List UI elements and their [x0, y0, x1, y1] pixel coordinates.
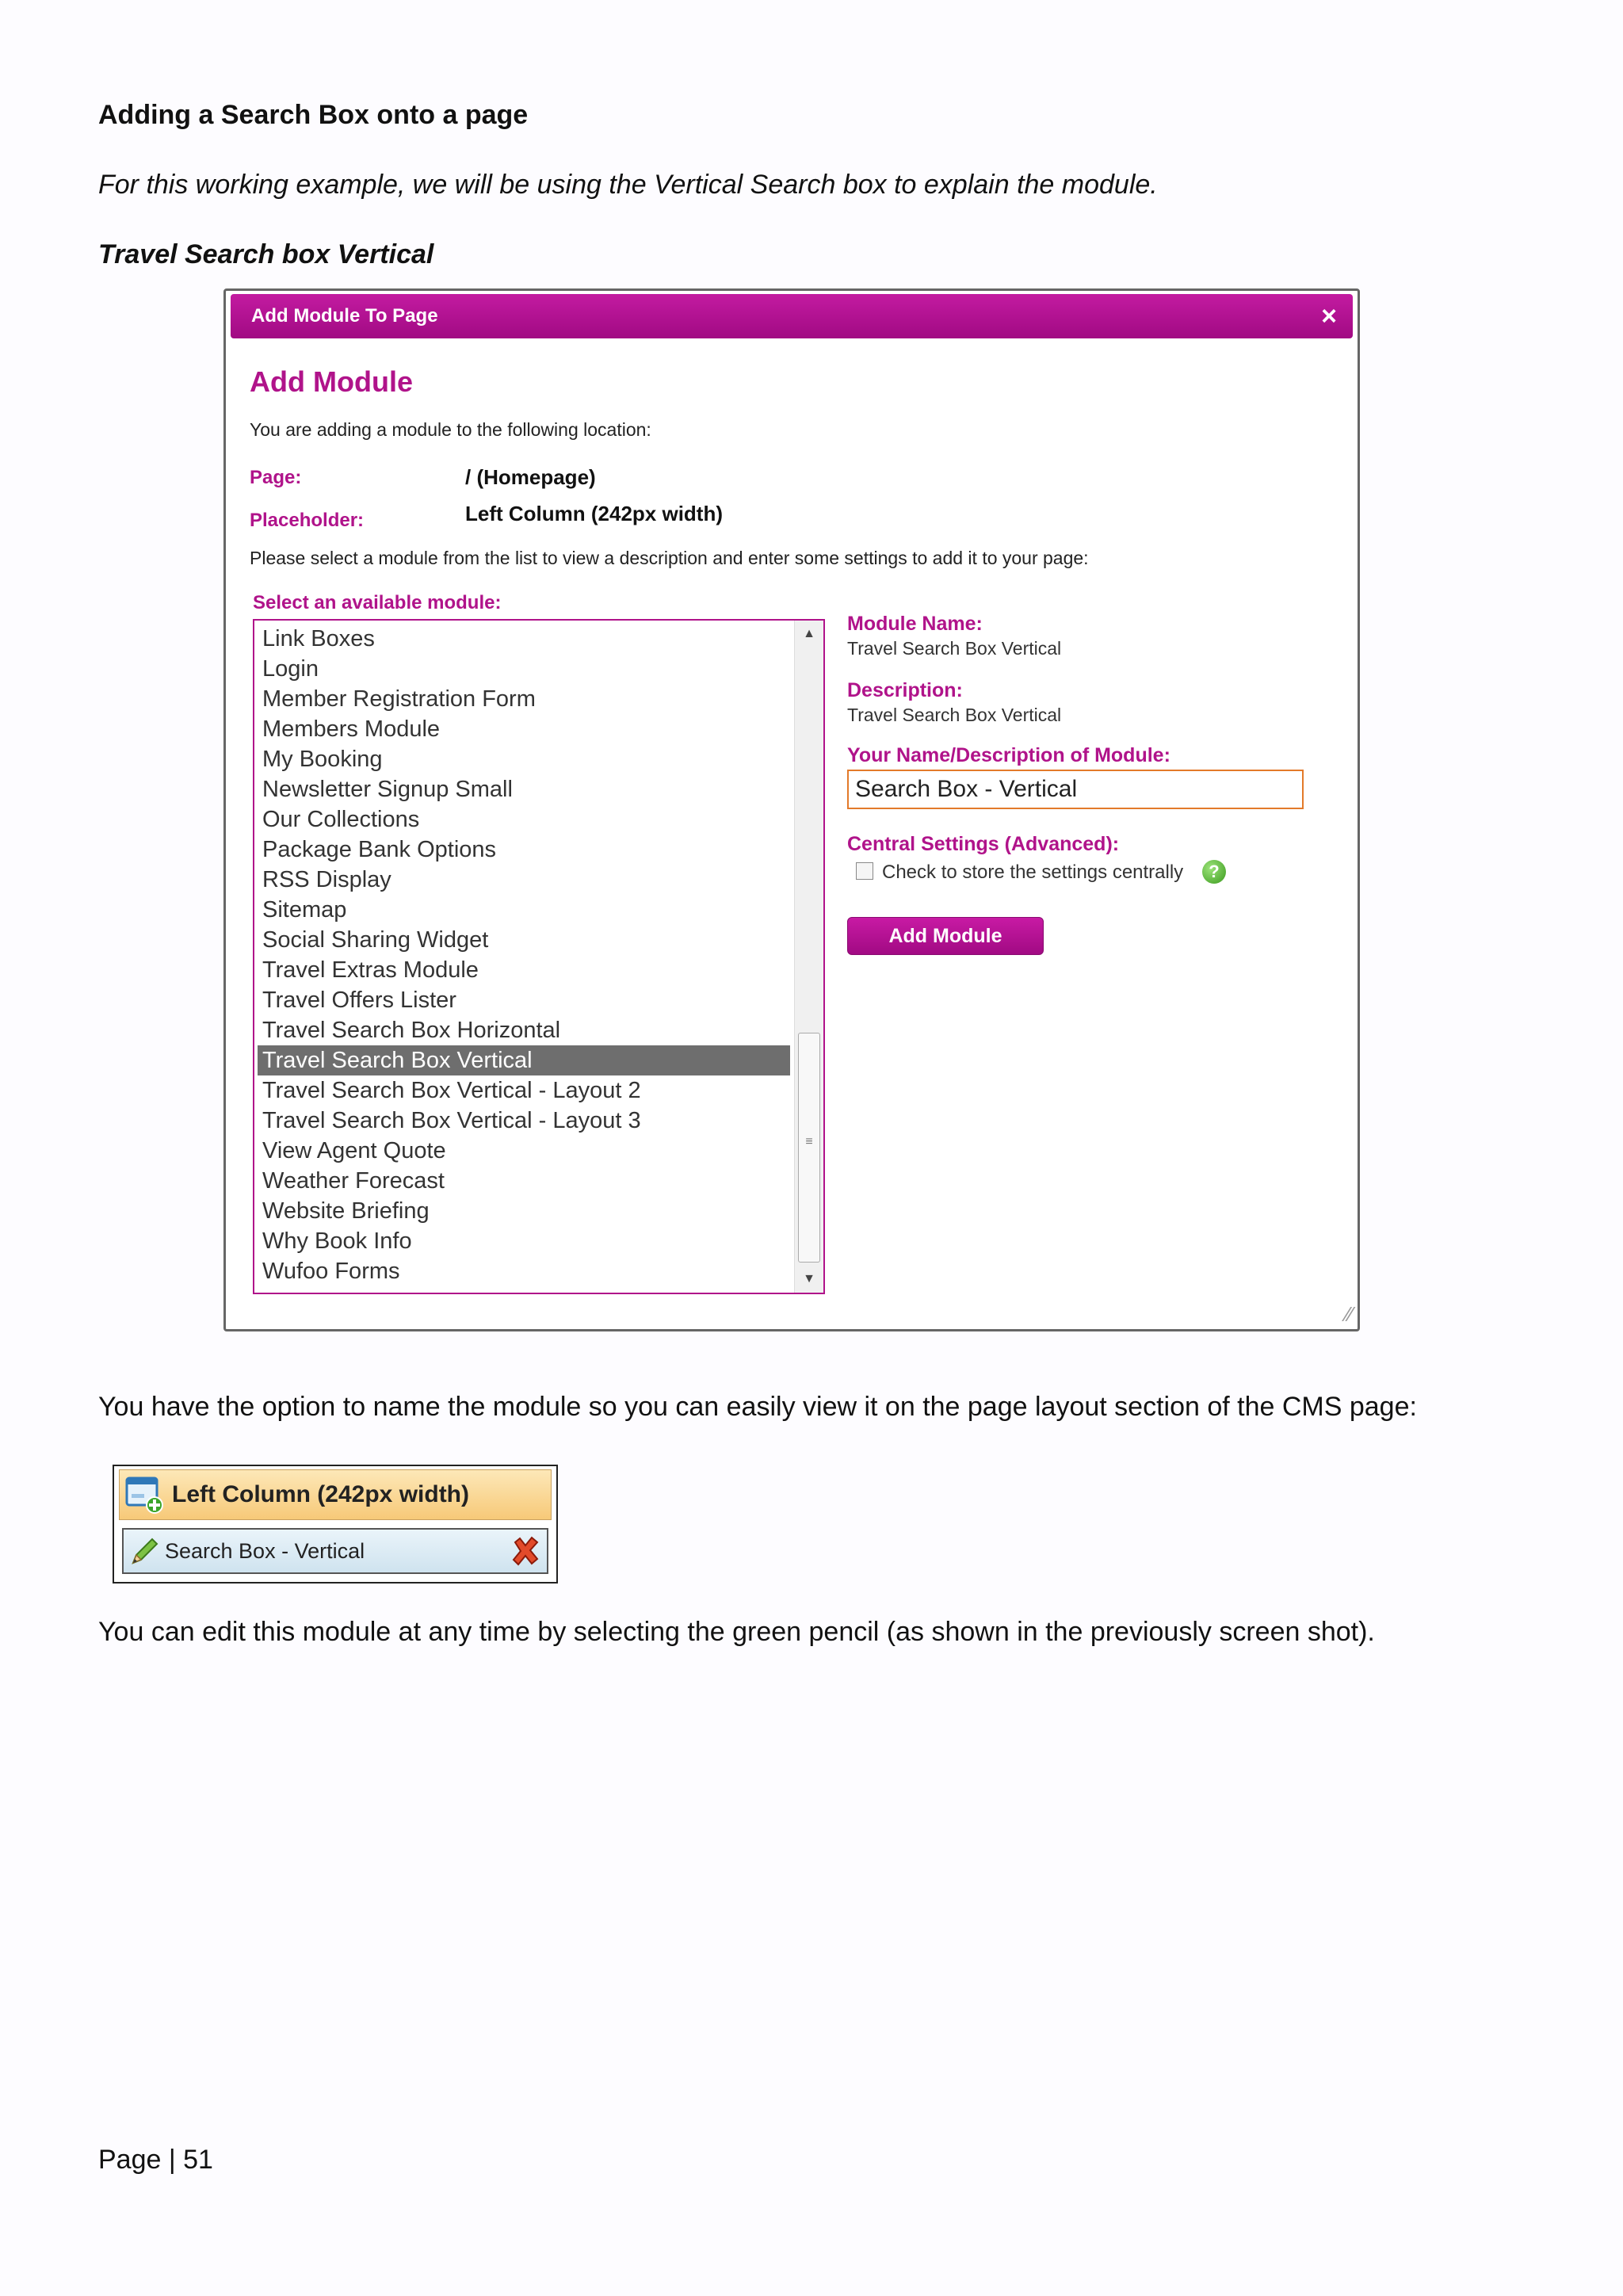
help-icon[interactable]: ?	[1202, 860, 1226, 884]
scroll-down-arrow-icon[interactable]: ▼	[803, 1272, 815, 1286]
module-list-item[interactable]: Travel Search Box Horizontal	[262, 1018, 561, 1043]
module-list-item[interactable]: View Agent Quote	[262, 1138, 446, 1163]
select-module-label: Select an available module:	[253, 592, 502, 613]
module-list-item[interactable]: Member Registration Form	[262, 686, 536, 712]
scroll-thumb[interactable]	[798, 1033, 820, 1263]
add-module-button[interactable]: Add Module	[847, 917, 1044, 955]
module-list-item[interactable]: Link Boxes	[262, 626, 375, 651]
module-list-item[interactable]: Why Book Info	[262, 1228, 412, 1254]
listbox-scrollbar[interactable]	[794, 621, 823, 1293]
description-value: Travel Search Box Vertical	[847, 705, 1062, 725]
close-icon[interactable]: ×	[1321, 301, 1337, 331]
module-list-item[interactable]: My Booking	[262, 747, 383, 772]
module-row-label: Search Box - Vertical	[165, 1539, 365, 1563]
module-list-item[interactable]: Travel Search Box Vertical - Layout 2	[262, 1078, 641, 1103]
module-name-input[interactable]	[847, 770, 1304, 809]
module-name-label: Module Name:	[847, 613, 983, 635]
widget-header-title: Left Column (242px width)	[172, 1481, 469, 1507]
module-list-item[interactable]: Login	[262, 656, 319, 682]
paragraph-name-module: You have the option to name the module so you can easily view it on the page layout section of the CMS page:	[98, 1392, 1417, 1422]
module-list-item[interactable]: Travel Search Box Vertical	[258, 1045, 790, 1075]
subheading: Travel Search box Vertical	[98, 239, 434, 269]
page-value: / (Homepage)	[465, 465, 596, 489]
module-list-item[interactable]: Sitemap	[262, 897, 347, 923]
module-list-item[interactable]: Travel Extras Module	[262, 957, 479, 983]
description-label: Description:	[847, 679, 963, 701]
location-text: You are adding a module to the following location:	[250, 419, 651, 440]
module-list-item[interactable]: Weather Forecast	[262, 1168, 445, 1194]
module-name-value: Travel Search Box Vertical	[847, 638, 1062, 659]
pencil-icon[interactable]	[128, 1536, 160, 1568]
select-instruction: Please select a module from the list to view a description and enter some settings to add it to your page:	[250, 548, 1089, 568]
module-list-item[interactable]: Social Sharing Widget	[262, 927, 489, 953]
widget-header	[119, 1469, 552, 1520]
module-list-item[interactable]: Wufoo Forms	[262, 1259, 400, 1284]
central-settings-text: Check to store the settings centrally	[882, 861, 1184, 883]
central-settings-checkbox[interactable]	[856, 862, 873, 880]
your-name-label: Your Name/Description of Module:	[847, 744, 1170, 766]
add-module-heading: Add Module	[250, 365, 413, 398]
module-list-item[interactable]: Travel Offers Lister	[262, 988, 456, 1013]
module-list-item[interactable]: Members Module	[262, 716, 441, 742]
placeholder-value: Left Column (242px width)	[465, 502, 723, 525]
scroll-up-arrow-icon[interactable]: ▲	[803, 627, 815, 640]
add-module-dialog	[223, 288, 1360, 1331]
dialog-titlebar	[231, 294, 1353, 338]
module-listbox[interactable]	[253, 619, 825, 1294]
module-list-item[interactable]: Travel Search Box Vertical - Layout 3	[262, 1108, 641, 1133]
add-module-icon[interactable]	[124, 1475, 164, 1515]
placeholder-label: Placeholder:	[250, 510, 365, 531]
section-heading: Adding a Search Box onto a page	[98, 100, 529, 130]
module-list-item[interactable]: Package Bank Options	[262, 837, 497, 862]
intro-text: For this working example, we will be using the Vertical Search box to explain the module.	[98, 170, 1158, 200]
paragraph-edit-module: You can edit this module at any time by selecting the green pencil (as shown in the previously screen shot).	[98, 1617, 1375, 1647]
module-list-item[interactable]: RSS Display	[262, 867, 391, 892]
page-label: Page:	[250, 467, 302, 488]
module-list-item[interactable]: Website Briefing	[262, 1198, 430, 1224]
central-settings-label: Central Settings (Advanced):	[847, 833, 1120, 855]
delete-icon[interactable]	[509, 1534, 542, 1568]
resize-grip-icon[interactable]: ⁄⁄	[1346, 1302, 1353, 1326]
module-row	[122, 1528, 548, 1574]
module-list-item[interactable]: Our Collections	[262, 807, 420, 832]
placeholder-widget	[113, 1465, 558, 1584]
page-number: Page | 51	[98, 2145, 213, 2175]
module-list-item[interactable]: Newsletter Signup Small	[262, 777, 513, 802]
grip-icon: ≡	[805, 1135, 813, 1148]
module-list	[258, 624, 790, 1286]
dialog-title: Add Module To Page	[251, 305, 438, 327]
